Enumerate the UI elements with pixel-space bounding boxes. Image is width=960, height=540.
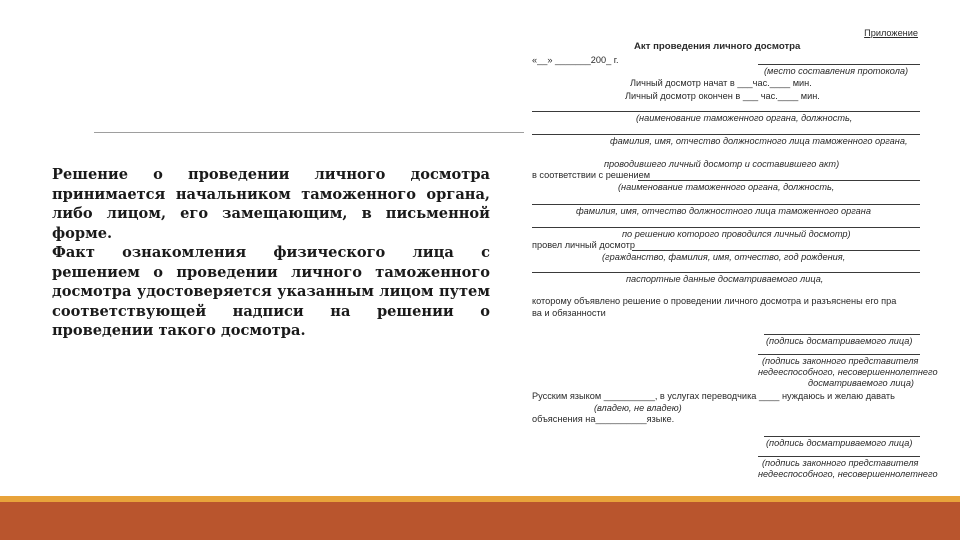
citizenship-caption: (гражданство, фамилия, имя, отчество, год рождения,	[602, 252, 846, 262]
form-line	[532, 111, 920, 112]
form-line	[532, 227, 920, 228]
org-caption-1: (наименование таможенного органа, должность,	[636, 113, 853, 123]
form-line	[632, 250, 920, 251]
place-line	[758, 64, 920, 65]
inspection-act-form	[526, 24, 938, 486]
legal-rep-caption-b: недееспособного, несовершеннолетнего	[758, 367, 938, 377]
paragraph-acquaintance: Факт ознакомления физического лица с решением о проведении личного таможенного досмотра удостоверяется указанным лицом путем соответствующей надписи на решении о проведении такого досмотра.	[52, 244, 490, 339]
explanation-line: объяснения на__________языке.	[532, 414, 675, 424]
decision-caption: по решению которого проводился личный досмотр)	[622, 229, 851, 239]
signature-caption-1: (подпись досматриваемого лица)	[766, 336, 913, 346]
place-caption: (место составления протокола)	[764, 66, 909, 76]
signature-line	[764, 334, 920, 335]
paragraph-decision: Решение о проведении личного досмотра принимается начальником таможенного органа, либо лицом, его замещающим, в письменной форме.	[52, 166, 490, 242]
form-title: Акт проведения личного досмотра	[634, 41, 801, 52]
passport-caption: паспортные данные досматриваемого лица,	[626, 274, 824, 284]
signature-line	[758, 456, 920, 457]
form-line	[532, 134, 920, 135]
appendix-label: Приложение	[864, 28, 918, 38]
according-to-line: в соответствии с решением	[532, 170, 651, 180]
date-line: «__» _______200_ г.	[532, 55, 619, 65]
legal-rep-caption-d: (подпись законного представителя	[762, 458, 919, 468]
form-line	[638, 180, 920, 181]
footer-band	[0, 502, 960, 540]
russian-language-caption: (владею, не владею)	[594, 403, 682, 413]
slide-body-text	[52, 165, 490, 341]
legal-rep-caption-a: (подпись законного представителя	[762, 356, 919, 366]
start-time-line: Личный досмотр начат в ___час.____ мин.	[630, 78, 812, 88]
signature-line	[758, 354, 920, 355]
form-line	[532, 272, 920, 273]
org-caption-2: (наименование таможенного органа, должность,	[618, 182, 835, 192]
form-line	[532, 204, 920, 205]
signature-caption-2: (подпись досматриваемого лица)	[766, 438, 913, 448]
horizontal-divider	[94, 132, 524, 133]
legal-rep-caption-c: досматриваемого лица)	[808, 378, 914, 388]
fio-caption-2: фамилия, имя, отчество должностного лица таможенного органа	[576, 206, 871, 216]
legal-rep-caption-e: недееспособного, несовершеннолетнего	[758, 469, 938, 479]
end-time-line: Личный досмотр окончен в ___ час.____ мин.	[625, 91, 820, 101]
announced-line: которому объявлено решение о проведении личного досмотра и разъяснены его пра	[532, 296, 897, 306]
conducted-line: провел личный досмотр	[532, 240, 635, 250]
fio-caption-1: фамилия, имя, отчество должностного лица таможенного органа,	[610, 136, 908, 146]
conducting-caption: проводившего личный досмотр и составившего акт)	[604, 159, 840, 169]
russian-language-line: Русским языком __________, в услугах переводчика ____ нуждаюсь и желаю давать	[532, 391, 895, 401]
signature-line	[764, 436, 920, 437]
duties-line: ва и обязанности	[532, 308, 606, 318]
